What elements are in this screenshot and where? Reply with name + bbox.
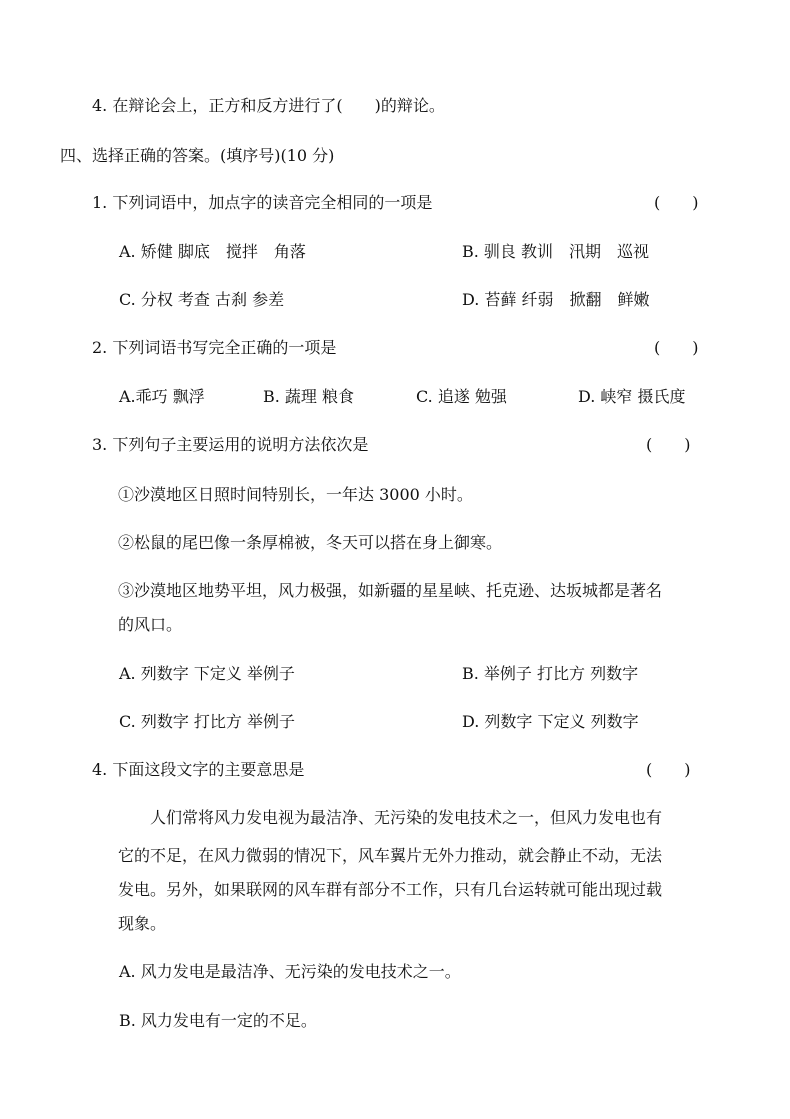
answer-blank: ( ) — [654, 338, 699, 357]
option-d: D. 峡窄 摄氏度 — [578, 387, 686, 406]
option-b: B. 驯良 教训 汛期 巡视 — [462, 242, 650, 261]
option-a: A. 矫健 脚底 搅拌 角落 — [119, 242, 306, 261]
passage-line-3: 发电。另外，如果联网的风车群有部分不工作，只有几台运转就可能出现过载 — [118, 880, 663, 899]
section-heading: 四、选择正确的答案。(填序号)(10 分) — [60, 146, 335, 165]
sentence-2: ②松鼠的尾巴像一条厚棉被，冬天可以搭在身上御寒。 — [118, 533, 503, 552]
option-b: B. 风力发电有一定的不足。 — [119, 1011, 317, 1030]
answer-blank: ( ) — [646, 435, 691, 454]
answer-blank: ( ) — [654, 193, 699, 212]
passage-line-4: 现象。 — [118, 914, 167, 933]
option-b: B. 举例子 打比方 列数字 — [462, 664, 639, 683]
sentence-3-line-2: 的风口。 — [118, 615, 183, 634]
option-a: A.乖巧 飘浮 — [119, 387, 205, 406]
option-d: D. 苔藓 纤弱 掀翻 鲜嫩 — [462, 290, 650, 309]
option-a: A. 列数字 下定义 举例子 — [119, 664, 295, 683]
option-c: C. 分权 考查 古刹 参差 — [119, 290, 285, 309]
question-2-stem: 2. 下列词语书写完全正确的一项是 — [92, 338, 337, 357]
question-1-stem: 1. 下列词语中，加点字的读音完全相同的一项是 — [92, 193, 433, 212]
sentence-1: ①沙漠地区日照时间特别长，一年达 3000 小时。 — [118, 485, 473, 504]
passage-line-2: 它的不足，在风力微弱的情况下，风车翼片无外力推动，就会静止不动，无法 — [118, 846, 663, 865]
option-a: A. 风力发电是最洁净、无污染的发电技术之一。 — [119, 962, 461, 981]
passage-line-1: 人们常将风力发电视为最洁净、无污染的发电技术之一，但风力发电也有 — [150, 808, 663, 827]
fill-question-4: 4. 在辩论会上，正方和反方进行了( )的辩论。 — [92, 96, 445, 115]
option-c: C. 列数字 打比方 举例子 — [119, 712, 296, 731]
option-c: C. 追遂 勉强 — [416, 387, 507, 406]
question-3-stem: 3. 下列句子主要运用的说明方法依次是 — [92, 435, 369, 454]
option-b: B. 蔬理 粮食 — [263, 387, 355, 406]
answer-blank: ( ) — [646, 760, 691, 779]
sentence-3-line-1: ③沙漠地区地势平坦，风力极强，如新疆的星星峡、托克逊、达坂城都是著名 — [118, 581, 663, 600]
option-d: D. 列数字 下定义 列数字 — [462, 712, 639, 731]
question-4-stem: 4. 下面这段文字的主要意思是 — [92, 760, 305, 779]
